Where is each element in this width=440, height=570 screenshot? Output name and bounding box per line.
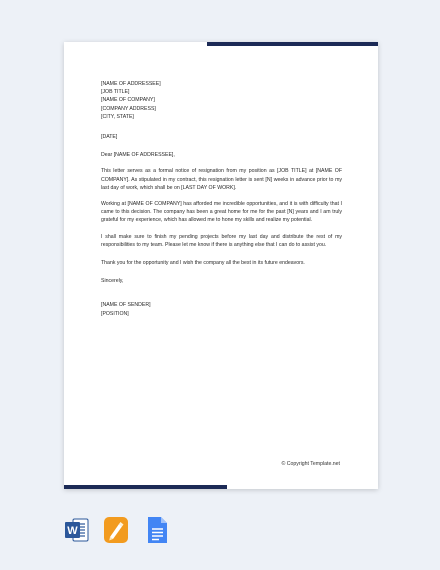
address-line: [CITY, STATE] [101, 113, 134, 120]
top-accent-bar [207, 42, 378, 46]
letter-thanks: Thank you for the opportunity and I wish the company all the best in its future endeavors. [101, 260, 305, 267]
bottom-accent-bar [64, 485, 227, 489]
pages-icon[interactable] [103, 516, 129, 544]
document-page [64, 42, 378, 489]
letter-date: [DATE] [101, 134, 118, 141]
address-line: [NAME OF ADDRESSEE] [101, 81, 161, 87]
letter-paragraph: I shall make sure to finish my pending projects before my last day and distribute the rest of my responsibilities to my team. Please let me know if there is anything else that I can do to assist you. [101, 233, 342, 248]
address-line: [JOB TITLE] [101, 89, 130, 96]
letter-body [101, 80, 342, 318]
sender-name: [NAME OF SENDER] [101, 302, 151, 309]
letter-paragraph: This letter serves as a formal notice of resignation from my position as [JOB TITLE] at [NAME OF COMPANY]. As stipulated in my contract, this resignation letter is sent [N] weeks in advance prior to my last day of work, which shall be on [LAST DAY OF WORK]. [101, 168, 342, 191]
recipient-address [101, 80, 342, 121]
letter-closing: Sincerely, [101, 278, 124, 285]
letter-greeting: Dear [NAME OF ADDRESSEE], [101, 152, 175, 159]
google-docs-icon[interactable] [144, 516, 170, 544]
address-line: [NAME OF COMPANY] [101, 97, 155, 104]
word-icon-letter: W [67, 525, 78, 537]
address-line: [COMPANY ADDRESS] [101, 105, 156, 112]
sender-position: [POSITION] [101, 310, 129, 317]
copyright-notice: © Copyright Template.net [281, 461, 340, 467]
word-icon[interactable] [64, 516, 90, 544]
letter-paragraph: Working at [NAME OF COMPANY] has afforded me incredible opportunities, and it is with difficulty that I came to this decision. The company has been a great home for me for the past [N] years and I am truly grateful for my experience, which has allowed me to hone my skills and realize my potential. [101, 201, 342, 224]
